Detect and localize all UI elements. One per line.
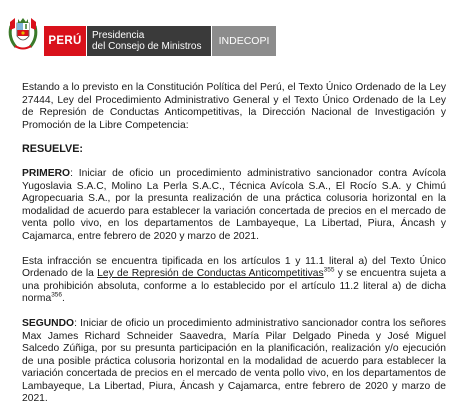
resuelve-heading: RESUELVE: bbox=[22, 143, 83, 156]
primero-text: : Iniciar de oficio un procedimiento administrativo sancionador contra Avícola Yugoslavia S.A.C, Molino La Perla S.A.C., Técnica Avícola S.A., El Rocío S.A. y Chimú Agropecuaria S.A., por la presunta realización de una práctica colusoria horizontal en la modalidad de acuerdo para establecer la variación concertada de precios en el mercado de venta pollo vivo, en los departamentos de Lambayeque, La Libertad, Piura, Áncash y Cajamarca, entre febrero de 2020 y marzo de 2021. bbox=[22, 167, 446, 242]
intro-paragraph: Estando a lo previsto en la Constitución Política del Perú, el Texto Único Ordenado de la Ley 27444, Ley del Procedimiento Administrativo General y el Texto Único Ordenado de la Ley de Represión de Conductas Anticompetitivas, la Dirección Nacional de Investigación y Promoción de la Libre Competencia: bbox=[22, 82, 446, 131]
document-body bbox=[22, 82, 446, 418]
infraccion-text-3: . bbox=[62, 293, 65, 305]
document-header bbox=[0, 0, 468, 62]
peru-logo-label: PERÚ bbox=[44, 26, 86, 56]
indecopi-logo-label: INDECOPI bbox=[212, 26, 276, 56]
primero-heading: PRIMERO bbox=[22, 167, 71, 179]
infraccion-paragraph bbox=[22, 256, 446, 306]
primero-paragraph bbox=[22, 168, 446, 244]
footnote-ref-355: 355 bbox=[323, 266, 335, 274]
peru-coat-of-arms-icon bbox=[6, 14, 40, 52]
pcm-label-line1: Presidencia bbox=[92, 30, 145, 41]
segundo-heading: SEGUNDO bbox=[22, 317, 75, 329]
footnote-ref-356: 356 bbox=[51, 291, 63, 299]
infraccion-text-2: y se encuentra sujeta a una prohibición absoluta, conforme a lo establecido por el artículo 11.2 literal a) de dicha norma bbox=[22, 268, 446, 305]
segundo-paragraph bbox=[22, 318, 446, 406]
pcm-label-line2: del Consejo de Ministros bbox=[92, 41, 202, 52]
pcm-logo-label bbox=[87, 26, 211, 56]
segundo-text: : Iniciar de oficio un procedimiento administrativo sancionador contra los señores Max James Richard Schneider Saavedra, María Pilar Delgado Pineda y José Miguel Salcedo Zúñiga, por su presunta participación en la planificación, realización y/o ejecución de una posible práctica colusoria horizontal en la modalidad de acuerdo para establecer la variación concertada de precios en el mercado de venta pollo vivo, en los departamentos de Lambayeque, La Libertad, Piura, Áncash y Cajamarca, entre febrero de 2020 y marzo de 2021. bbox=[22, 317, 446, 405]
infraccion-text-1: Esta infracción se encuentra tipificada en los artículos 1 y 11.1 literal a) del Texto Único Ordenado de la bbox=[22, 255, 446, 280]
law-name-link: Ley de Represión de Conductas Anticompetitivas bbox=[97, 268, 324, 280]
